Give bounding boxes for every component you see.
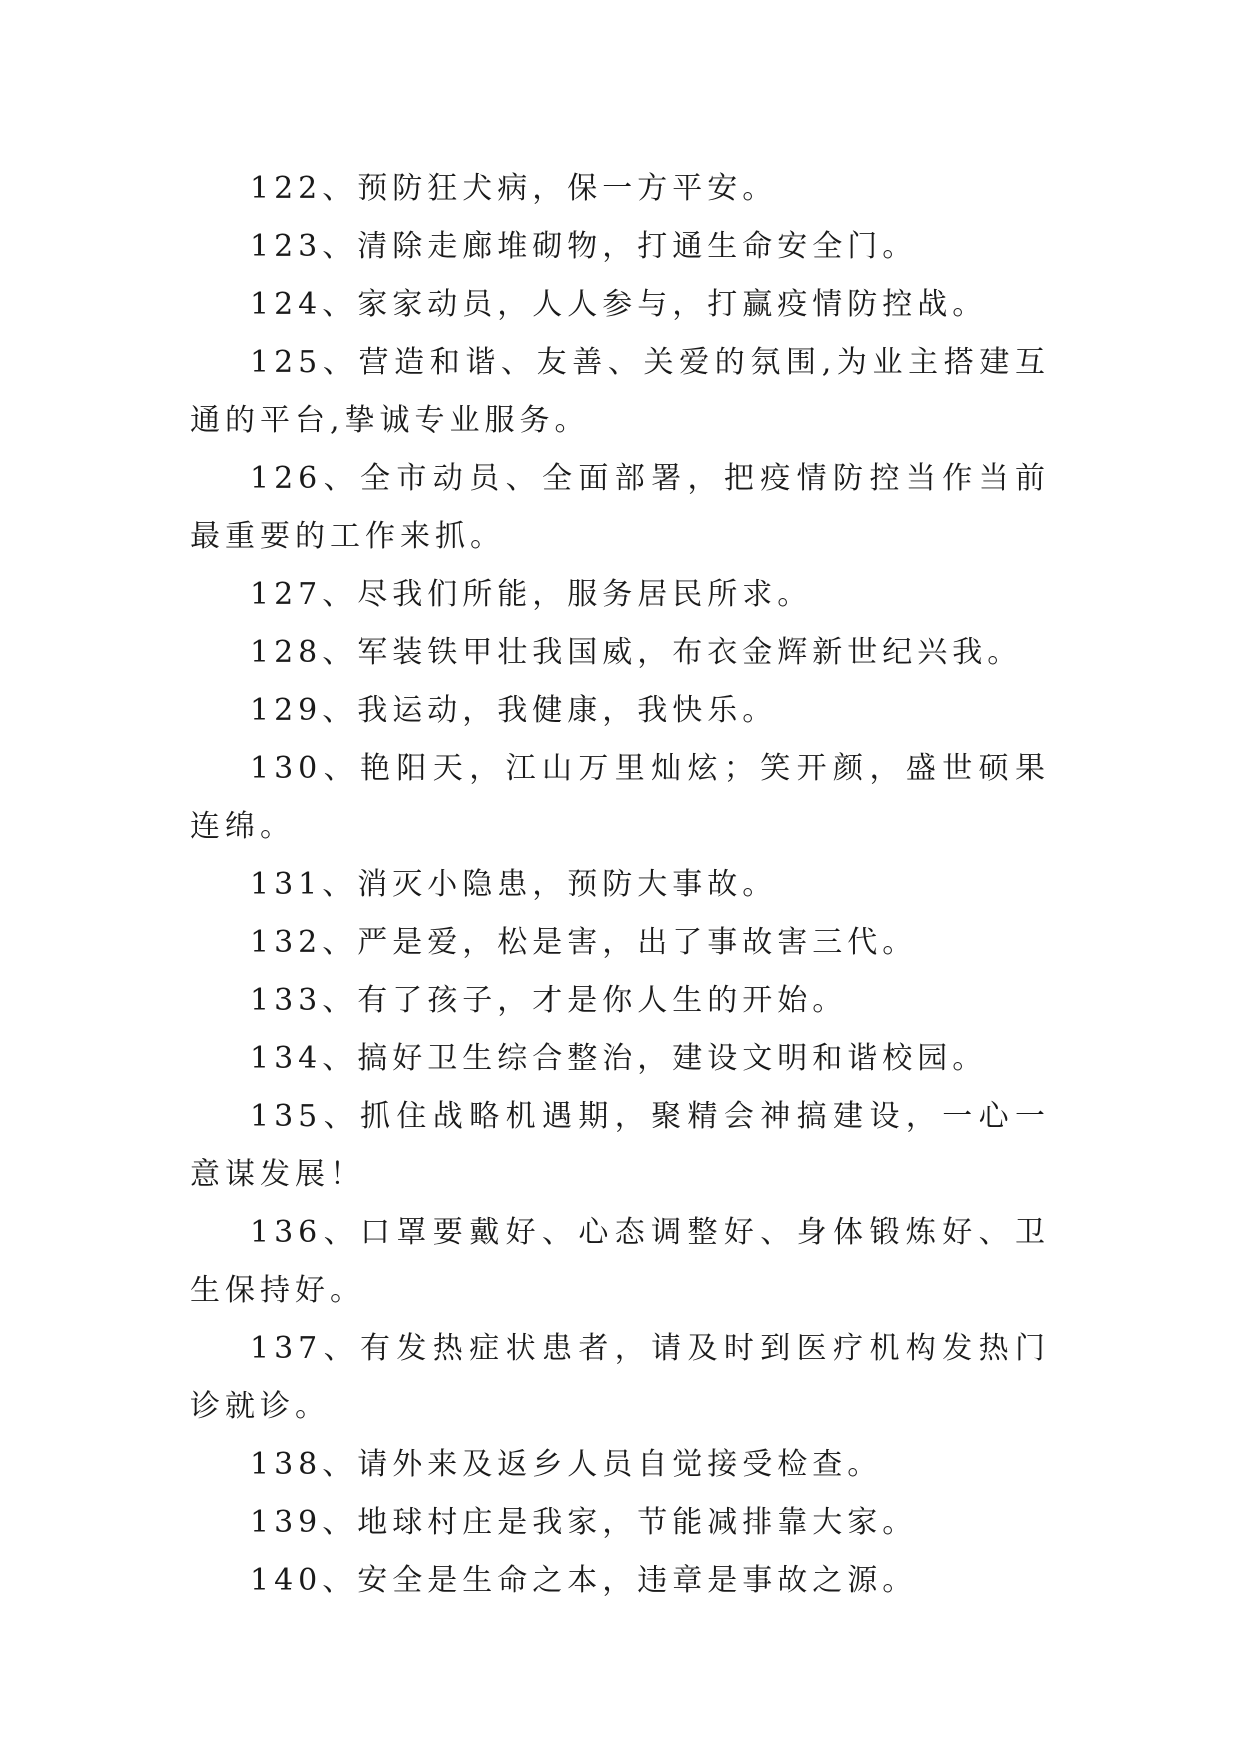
paragraph-130: 130、艳阳天，江山万里灿炫；笑开颜，盛世硕果连绵。 <box>190 751 1050 844</box>
paragraph-128: 128、军装铁甲壮我国威，布衣金辉新世纪兴我。 <box>250 635 1023 670</box>
paragraph-129: 129、我运动，我健康，我快乐。 <box>250 693 778 728</box>
paragraph-126: 126、全市动员、全面部署，把疫情防控当作当前最重要的工作来抓。 <box>190 461 1050 554</box>
paragraph-132: 132、严是爱，松是害，出了事故害三代。 <box>250 925 918 960</box>
paragraph-135: 135、抓住战略机遇期，聚精会神搞建设，一心一意谋发展！ <box>190 1099 1050 1192</box>
paragraph-138: 138、请外来及返乡人员自觉接受检查。 <box>250 1447 883 1482</box>
paragraph-131: 131、消灭小隐患，预防大事故。 <box>250 867 778 902</box>
paragraph-123: 123、清除走廊堆砌物，打通生命安全门。 <box>250 229 918 264</box>
document-body <box>190 160 1050 1610</box>
paragraph-139: 139、地球村庄是我家，节能减排靠大家。 <box>250 1505 918 1540</box>
paragraph-134: 134、搞好卫生综合整治，建设文明和谐校园。 <box>250 1041 988 1076</box>
paragraph-137: 137、有发热症状患者，请及时到医疗机构发热门诊就诊。 <box>190 1331 1050 1424</box>
paragraph-140: 140、安全是生命之本，违章是事故之源。 <box>250 1563 918 1598</box>
paragraph-122: 122、预防狂犬病，保一方平安。 <box>250 171 778 206</box>
paragraph-136: 136、口罩要戴好、心态调整好、身体锻炼好、卫生保持好。 <box>190 1215 1050 1308</box>
paragraph-124: 124、家家动员，人人参与，打赢疫情防控战。 <box>250 287 988 322</box>
paragraph-133: 133、有了孩子，才是你人生的开始。 <box>250 983 848 1018</box>
paragraph-127: 127、尽我们所能，服务居民所求。 <box>250 577 813 612</box>
paragraph-125: 125、营造和谐、友善、关爱的氛围,为业主搭建互通的平台,挚诚专业服务。 <box>190 345 1050 438</box>
